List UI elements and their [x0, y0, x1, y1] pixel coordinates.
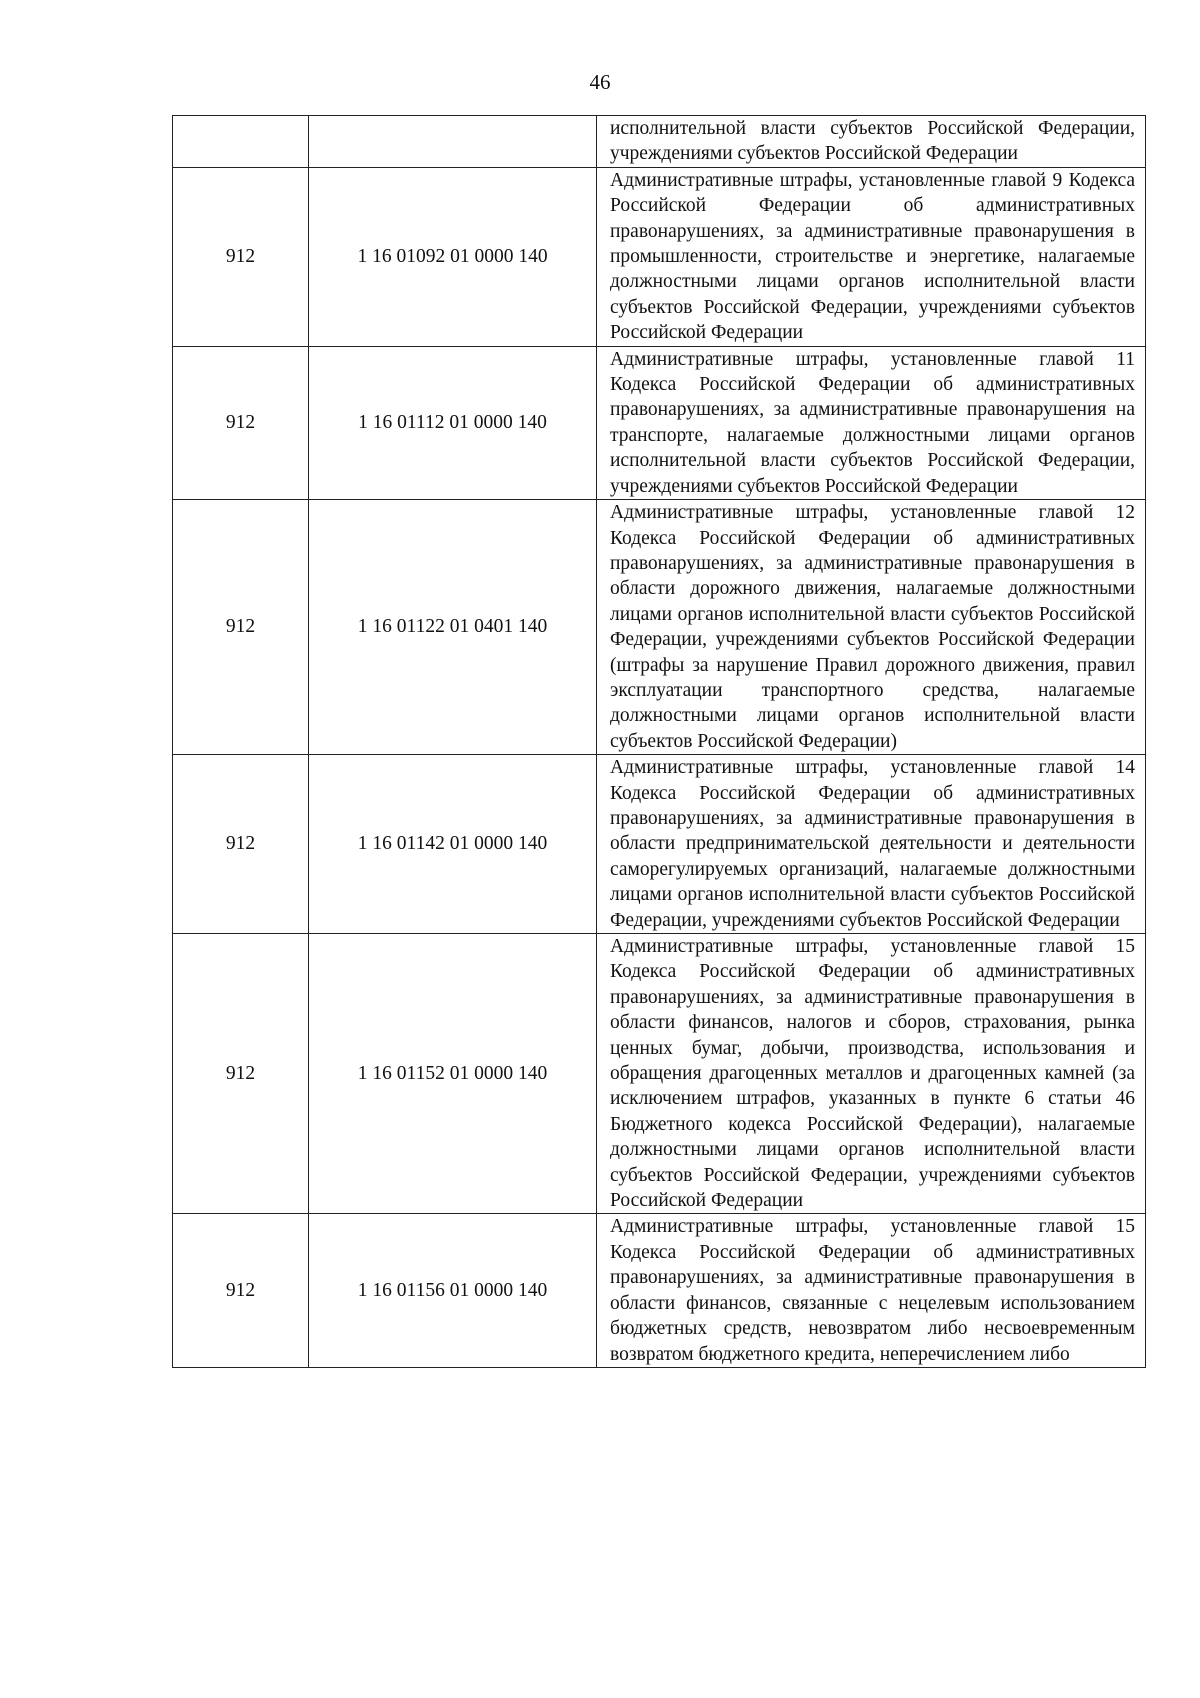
kbk-code-cell: 1 16 01092 01 0000 140	[309, 167, 597, 346]
description-cell: Административные штрафы, установленные главой 15 Кодекса Российской Федерации об административных правонарушениях, за административные правонарушения в области финансов, связанные с нецелевым использованием бюджетных средств, невозвратом либо несвоевременным возвратом бюджетного кредита, неперечислением либо	[597, 1214, 1146, 1367]
kbk-code-cell: 1 16 01142 01 0000 140	[309, 755, 597, 934]
page-number: 46	[589, 70, 611, 94]
admin-code-cell: 912	[173, 346, 309, 499]
description-cell: Административные штрафы, установленные главой 12 Кодекса Российской Федерации об административных правонарушениях, за административные правонарушения в области дорожного движения, налагаемые должностными лицами органов исполнительной власти субъектов Российской Федерации, учреждениями субъектов Российской Федерации (штрафы за нарушение Правил дорожного движения, правил эксплуатации транспортного средства, налагаемые должностными лицами органов исполнительной власти субъектов Российской Федерации)	[597, 500, 1146, 755]
description-cell: Административные штрафы, установленные главой 14 Кодекса Российской Федерации об административных правонарушениях, за административные правонарушения в области предпринимательской деятельности и деятельности саморегулируемых организаций, налагаемые должностными лицами органов исполнительной власти субъектов Российской Федерации, учреждениями субъектов Российской Федерации	[597, 755, 1146, 934]
admin-code-cell: 912	[173, 167, 309, 346]
kbk-code-cell	[309, 116, 597, 168]
budget-classification-table	[172, 115, 1146, 1368]
table-row	[173, 346, 1146, 499]
description-cell: Административные штрафы, установленные главой 11 Кодекса Российской Федерации об административных правонарушениях, за административные правонарушения на транспорте, налагаемые должностными лицами органов исполнительной власти субъектов Российской Федерации, учреждениями субъектов Российской Федерации	[597, 346, 1146, 499]
kbk-code-cell: 1 16 01122 01 0401 140	[309, 500, 597, 755]
admin-code-cell: 912	[173, 755, 309, 934]
description-cell: Административные штрафы, установленные главой 9 Кодекса Российской Федерации об административных правонарушениях, за административные правонарушения в промышленности, строительстве и энергетике, налагаемые должностными лицами органов исполнительной власти субъектов Российской Федерации, учреждениями субъектов Российской Федерации	[597, 167, 1146, 346]
kbk-code-cell: 1 16 01112 01 0000 140	[309, 346, 597, 499]
table-row	[173, 755, 1146, 934]
kbk-code-cell: 1 16 01156 01 0000 140	[309, 1214, 597, 1367]
table-row	[173, 934, 1146, 1214]
table-row	[173, 500, 1146, 755]
table-row	[173, 167, 1146, 346]
description-cell: исполнительной власти субъектов Российской Федерации, учреждениями субъектов Российской Федерации	[597, 116, 1146, 168]
admin-code-cell: 912	[173, 500, 309, 755]
table-row	[173, 1214, 1146, 1367]
kbk-code-cell: 1 16 01152 01 0000 140	[309, 934, 597, 1214]
description-cell: Административные штрафы, установленные главой 15 Кодекса Российской Федерации об административных правонарушениях, за административные правонарушения в области финансов, налогов и сборов, страхования, рынка ценных бумаг, добычи, производства, использования и обращения драгоценных металлов и драгоценных камней (за исключением штрафов, указанных в пункте 6 статьи 46 Бюджетного кодекса Российской Федерации), налагаемые должностными лицами органов исполнительной власти субъектов Российской Федерации, учреждениями субъектов Российской Федерации	[597, 934, 1146, 1214]
admin-code-cell	[173, 116, 309, 168]
table-row	[173, 116, 1146, 168]
admin-code-cell: 912	[173, 934, 309, 1214]
admin-code-cell: 912	[173, 1214, 309, 1367]
